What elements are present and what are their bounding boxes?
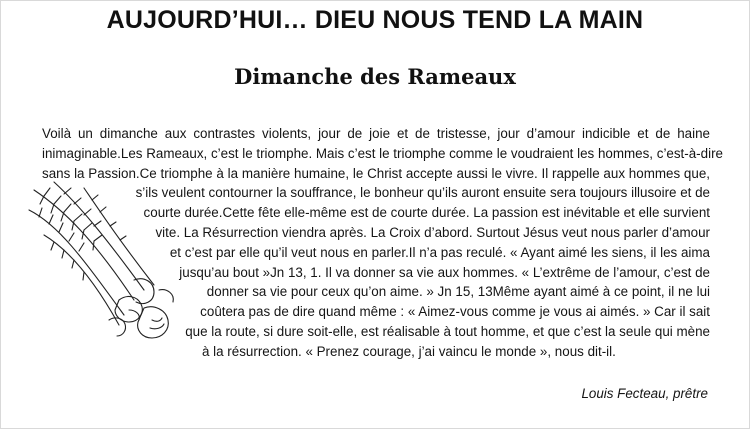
body-line: Voilà un dimanche aux contrastes violents, jour de joie et de tristesse, jour d’amour indicible et de haine xyxy=(42,126,710,141)
body-line: à la résurrection. « Prenez courage, j’ai vaincu le monde », nous dit-il. xyxy=(202,343,616,359)
page-title: AUJOURD’HUI… DIEU NOUS TEND LA MAIN xyxy=(106,6,644,34)
body-line: coûtera pas de dire quand même : « Aimez-vous comme je vous ai aimés. » Car il sait xyxy=(200,304,710,320)
body-line: vite. La Résurrection viendra après. La Croix d’abord. Surtout Jésus veut nous parler d’amour xyxy=(155,224,710,240)
article-body xyxy=(42,124,723,362)
body-line: que la route, si dure soit-elle, est réalisable à tout homme, et que c’est la seule qui mène xyxy=(185,323,710,339)
body-line: s’ils veulent contourner la souffrance, le bonheur qu’ils auront ensuite sera toujours illusoire et de xyxy=(135,185,710,201)
body-line: sans la Passion.Ce triomphe à la manière humaine, le Christ accepte aussi le vivre. Il rappelle aux hommes que, xyxy=(42,165,710,181)
body-line: inimaginable.Les Rameaux, c’est le triomphe. Mais c’est le triomphe comme le voudraient les hommes, c’est-à-dire xyxy=(42,145,723,161)
body-line: et c’est par elle qu’il veut nous en parler.Il n’a pas reculé. « Ayant aimé les siens, il les aima xyxy=(169,244,710,260)
body-line: donner sa vie pour ceux qu’on aime. » Jn 15, 13Même ayant aimé à ce point, il ne lui xyxy=(206,284,710,300)
body-line: jusqu’au bout »Jn 13, 1. Il va donner sa vie aux hommes. « L’extrême de l’amour, c’est de xyxy=(179,264,710,280)
page-subtitle: Dimanche des Rameaux xyxy=(234,64,516,89)
author-signature: Louis Fecteau, prêtre xyxy=(581,386,708,401)
body-line: courte durée.Cette fête elle-même est de courte durée. La passion est inévitable et elle survient xyxy=(143,205,710,221)
